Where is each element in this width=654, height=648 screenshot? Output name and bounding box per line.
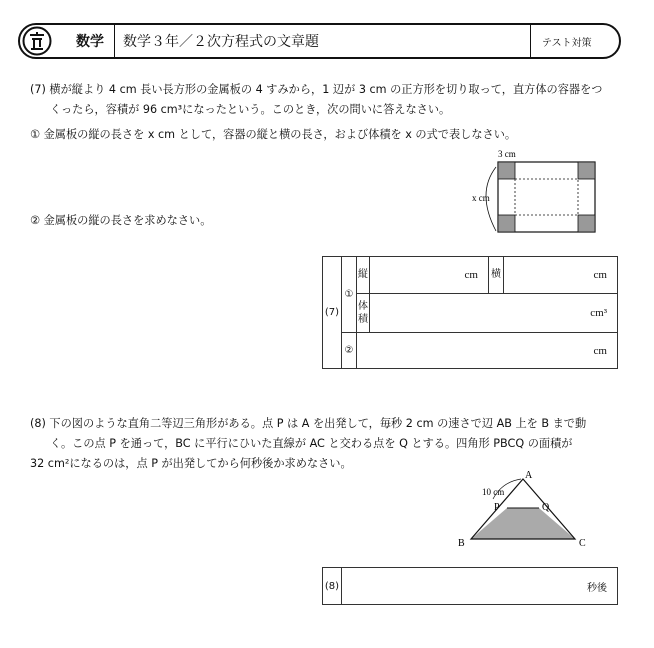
q7-sub1: ① 金属板の縦の長さを x cm として，容器の縦と横の長さ，および体積を x の式で表しなさい。 [30, 128, 517, 141]
header-divider [114, 25, 115, 57]
q7-answer-part1: ① [342, 257, 357, 333]
q7-line2: くったら，容積が 96 cm³になったという。このとき，次の問いに答えなさい。 [50, 103, 451, 116]
q8-answer-table [322, 567, 618, 605]
q7-yoko-answer[interactable]: cm [504, 257, 618, 294]
q8-length-label: 10 cm [482, 487, 505, 497]
q8-line1: (8) 下の図のような直角二等辺三角形がある。点 P は A を出発して，毎秒 2 cm の速さで辺 AB 上を B まで動 [30, 417, 587, 430]
q8-label-p: P [494, 502, 500, 513]
q7-line1: (7) 横が縦より 4 cm 長い長方形の金属板の 4 すみから，1 辺が 3 cm の正方形を切り取って，直方体の容器をつ [30, 83, 603, 96]
header-tag: テスト対策 [542, 38, 592, 49]
q8-line2: く。この点 P を通って，BC に平行にひいた直線が AC と交わる点を Q とする。四角形 PBCQ の面積が [50, 437, 573, 450]
q8-answer-num: (8) [323, 568, 342, 605]
q7-yoko-label: 横 [489, 257, 504, 294]
q7-fig-side-label: x cm [472, 193, 490, 203]
school-logo-icon [22, 26, 52, 56]
subject-label: 数学 [76, 34, 104, 50]
q8-label-a: A [525, 470, 533, 481]
q7-figure [470, 145, 610, 240]
q7-tate-label: 縦 [357, 257, 370, 294]
q8-figure [448, 468, 608, 550]
q7-taiseki-label: 体 積 [357, 294, 370, 333]
q8-line3: 32 cm²になるのは，点 P が出発してから何秒後か求めなさい。 [30, 457, 352, 470]
q7-fig-top-label: 3 cm [498, 149, 516, 159]
header-divider [530, 25, 531, 57]
q8-label-q: Q [542, 502, 550, 513]
page-title: 数学３年／２次方程式の文章題 [123, 34, 319, 50]
q7-answer-table [322, 256, 618, 369]
q7-answer-num: (7) [323, 257, 342, 369]
q8-answer-field[interactable]: 秒後 [342, 568, 618, 605]
q8-label-b: B [458, 538, 465, 549]
q7-taiseki-answer[interactable]: cm³ [370, 294, 618, 333]
q7-sub2: ② 金属板の縦の長さを求めなさい。 [30, 214, 212, 227]
q8-label-c: C [579, 538, 586, 549]
q7-tate-answer[interactable]: cm [370, 257, 489, 294]
q7-part2-answer[interactable]: cm [357, 333, 618, 369]
q7-answer-part2: ② [342, 333, 357, 369]
